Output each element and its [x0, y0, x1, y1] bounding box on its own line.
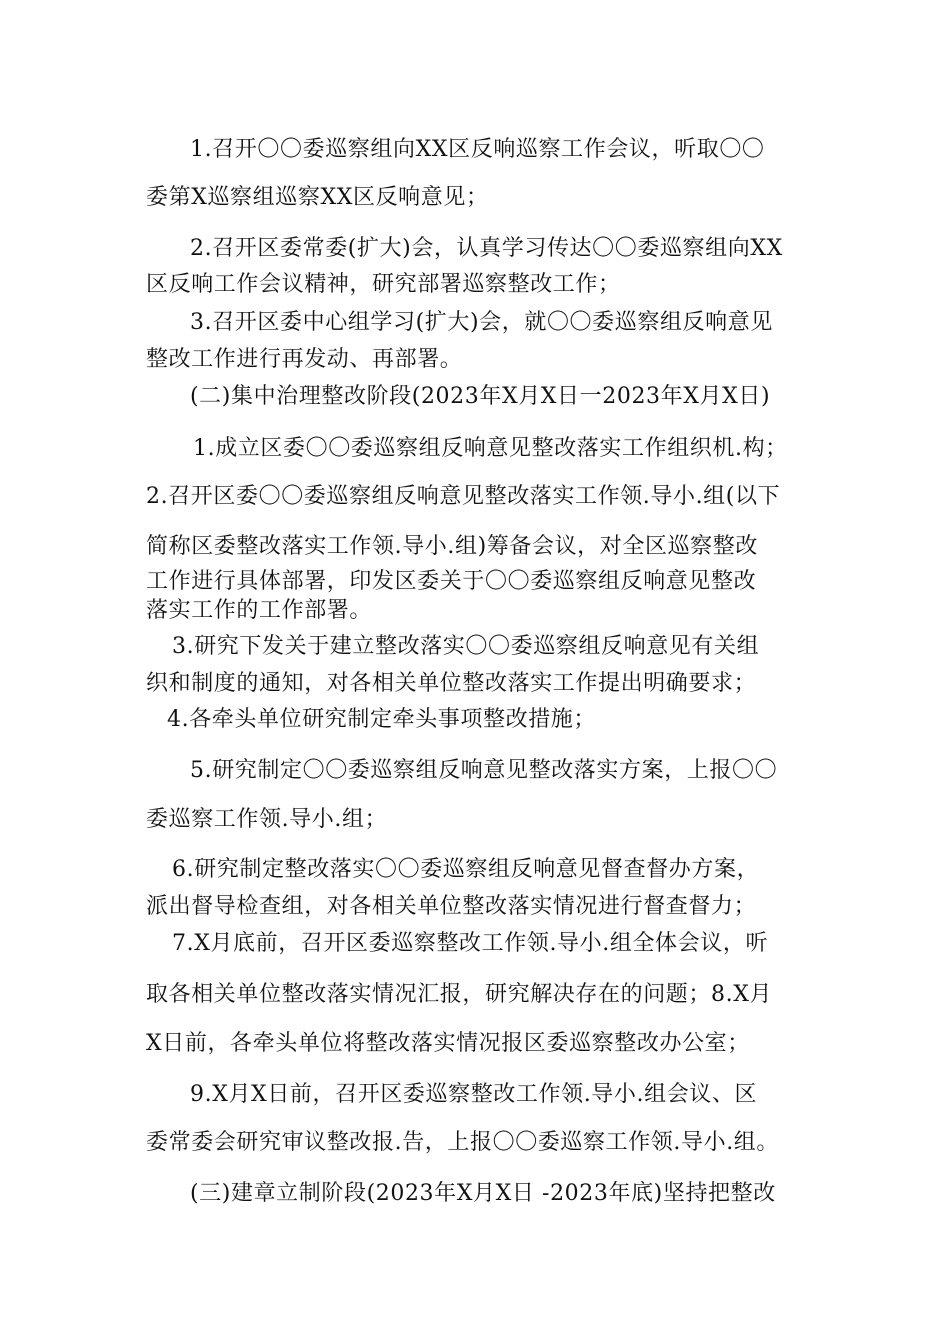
text-line: 委巡察工作领.导小.组； — [146, 807, 388, 832]
text-line: 简称区委整改落实工作领.导小.组)筹备会议，对全区巡察整改 — [146, 534, 758, 559]
text-line: 3.召开区委中心组学习(扩大)会，就〇〇委巡察组反响意见 — [190, 310, 773, 335]
section-heading: (三)建章立制阶段(2023年X月X日 -2023年底)坚持把整改 — [190, 1181, 776, 1206]
text-line: 5.研究制定〇〇委巡察组反响意见整改落实方案，上报〇〇 — [190, 758, 778, 783]
text-line: 派出督导检查组，对各相关单位整改落实情况进行督查督力； — [146, 894, 757, 919]
text-line: 整改工作进行再发动、再部署。 — [146, 347, 463, 372]
text-line: X日前，各牵头单位将整改落实情况报区委巡察整改办公室； — [146, 1031, 750, 1056]
section-heading: (二)集中治理整改阶段(2023年X月X日一2023年X月X日) — [190, 384, 771, 409]
text-line: 2.召开区委〇〇委巡察组反响意见整改落实工作领.导小.组(以下 — [146, 484, 781, 509]
text-line: 7.X月底前，召开区委巡察整改工作领.导小.组全体会议，听 — [172, 931, 769, 956]
text-line: 工作进行具体部署，印发区委关于〇〇委巡察组反响意见整改 — [146, 569, 757, 594]
text-line: 6.研究制定整改落实〇〇委巡察组反响意见督查督办方案， — [172, 857, 760, 882]
text-line: 取各相关单位整改落实情况汇报，研究解决存在的问题；8.X月 — [146, 982, 773, 1007]
text-line: 织和制度的通知，对各相关单位整改落实工作提出明确要求； — [146, 671, 757, 696]
text-line: 1.成立区委〇〇委巡察组反响意见整改落实工作组织机.构； — [193, 436, 788, 461]
text-line: 落实工作的工作部署。 — [146, 598, 373, 623]
text-line: 2.召开区委常委(扩大)会，认真学习传达〇〇委巡察组向XX — [190, 236, 783, 261]
text-line: 9.X月X日前，召开区委巡察整改工作领.导小.组会议、区 — [190, 1082, 758, 1107]
text-line: 委常委会研究审议整改报.告，上报〇〇委巡察工作领.导小.组。 — [146, 1130, 779, 1155]
text-line: 4.各牵头单位研究制定牵头事项整改措施； — [167, 707, 596, 732]
text-line: 1.召开〇〇委巡察组向XX区反响巡察工作会议，听取〇〇 — [190, 137, 765, 162]
text-line: 区反响工作会议精神，研究部署巡察整改工作； — [146, 272, 621, 297]
text-line: 3.研究下发关于建立整改落实〇〇委巡察组反响意见有关组 — [172, 634, 760, 659]
text-line: 委第X巡察组巡察XX区反响意见； — [146, 185, 489, 210]
